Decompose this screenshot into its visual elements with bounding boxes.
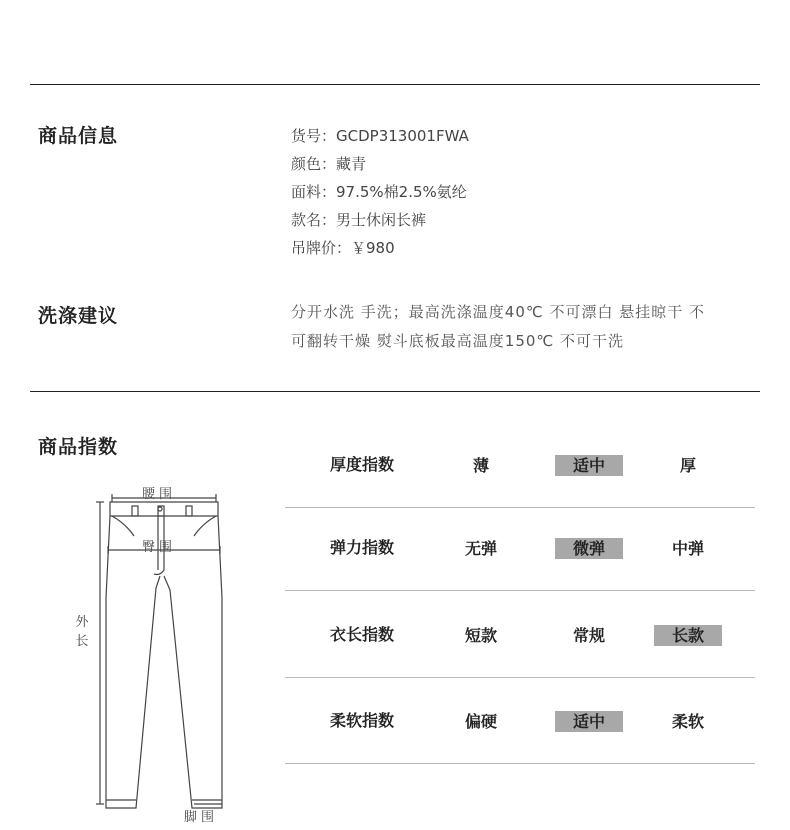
index-option-selected: 适中: [555, 711, 623, 732]
fabric-value: 面料：97.5%棉2.5%氨纶: [291, 183, 467, 201]
product-info-list: [291, 122, 469, 262]
item-number: 货号：GCDP313001FWA: [291, 127, 469, 145]
index-option: 薄: [472, 456, 489, 475]
index-name: 弹力指数: [330, 538, 395, 557]
index-option: 中弹: [671, 539, 704, 558]
top-divider: [30, 84, 760, 85]
index-row: [285, 678, 755, 764]
index-option: 短款: [464, 626, 497, 645]
index-option: 无弹: [464, 539, 497, 558]
index-option: 柔软: [671, 712, 704, 731]
indices-title: 商品指数: [38, 436, 119, 458]
index-row: [285, 505, 755, 591]
washing-instructions: [291, 298, 751, 356]
index-option-selected: 微弹: [555, 538, 623, 559]
row-divider: [285, 763, 755, 764]
index-option: 常规: [572, 626, 605, 645]
washing-line-1: 分开水洗 手洗；最高洗涤温度40℃ 不可漂白 悬挂晾干 不: [291, 303, 706, 321]
index-option: 厚: [679, 456, 696, 475]
index-option: 偏硬: [464, 712, 497, 731]
middle-divider: [30, 391, 760, 392]
index-row: [285, 422, 755, 508]
hip-label: 臀围: [142, 540, 177, 555]
row-divider: [285, 590, 755, 591]
index-row: [285, 592, 755, 678]
index-option-selected: 适中: [555, 455, 623, 476]
product-info-title: 商品信息: [38, 125, 119, 147]
pants-diagram: [66, 478, 236, 826]
washing-title: 洗涤建议: [38, 305, 119, 327]
index-name: 柔软指数: [330, 711, 395, 730]
style-name: 款名：男士休闲长裤: [291, 211, 427, 229]
washing-line-2: 可翻转干燥 熨斗底板最高温度150℃ 不可干洗: [291, 332, 625, 350]
index-name: 衣长指数: [330, 625, 395, 644]
outseam-label: 外长: [75, 615, 89, 649]
hem-label: 脚围: [184, 810, 219, 825]
index-name: 厚度指数: [330, 455, 395, 474]
waist-label: 腰围: [142, 487, 177, 502]
color-value: 颜色：藏青: [291, 155, 367, 173]
tag-price: 吊牌价：￥980: [291, 239, 395, 257]
index-option-selected: 长款: [654, 625, 722, 646]
